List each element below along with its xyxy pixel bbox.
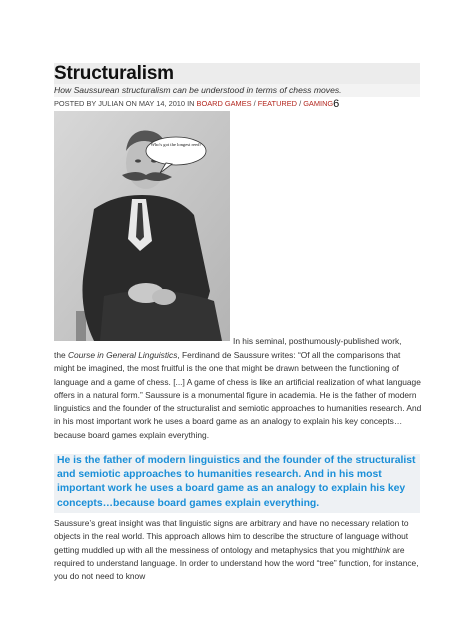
para2-start: Saussure’s great insight was that linguistic signs are arbitrary and have no necessary relation to objects in the real world. This approach allows him to describe the structure of language without getting muddled up with all the messiness of ontology and metaphysics that you might	[54, 518, 409, 555]
first-line: In his seminal, posthumously-published work,	[233, 336, 402, 346]
byline	[54, 98, 339, 110]
para2-end: are required to understand language. In order to understand how the word “tree” function, for instance, you do not need to know	[54, 544, 419, 582]
para1-lead: the	[54, 350, 68, 360]
category-link-board-games[interactable]: BOARD GAMES	[196, 99, 252, 108]
article-subtitle: How Saussurean structuralism can be understood in terms of chess moves.	[54, 84, 420, 97]
book-title: Course in General Linguistics	[67, 350, 178, 360]
category-link-gaming[interactable]: GAMING	[303, 99, 334, 108]
category-link-featured[interactable]: FEATURED	[257, 99, 298, 108]
emphasis-think: think	[372, 544, 391, 555]
saussure-photo	[54, 111, 230, 341]
para1-rest: , Ferdinand de Saussure writes: “Of all the comparisons that might be imagined, the most fruitful is the one that might be drawn between the functioning of language and a game of chess. [...] A game of chess is like an artificial realization of what language offers in a natural form.” Saussure is a monumental figure in academia. He is the father of modern linguistics and the founder of the structuralist and semiotic approaches to humanities research. And in his most important work he uses a board game as an analogy to explain his key concepts…because board games explain everything.	[54, 350, 422, 440]
comment-count[interactable]: 6	[333, 98, 340, 110]
speech-bubble-text: Who's got the longest reed?	[150, 142, 202, 147]
article-title: Structuralism	[54, 63, 174, 84]
paragraph-1	[54, 349, 422, 442]
pull-quote: He is the father of modern linguistics and the founder of the structuralist and semiotic approaches to humanities research. And in his most important work he uses a board game as an analogy to explain his key concepts…because board games explain everything.	[54, 454, 420, 513]
byline-prefix: POSTED BY JULIAN ON MAY 14, 2010 IN	[54, 99, 197, 108]
category-separator: /	[251, 99, 258, 108]
category-separator: /	[297, 99, 304, 108]
paragraph-2	[54, 517, 422, 583]
